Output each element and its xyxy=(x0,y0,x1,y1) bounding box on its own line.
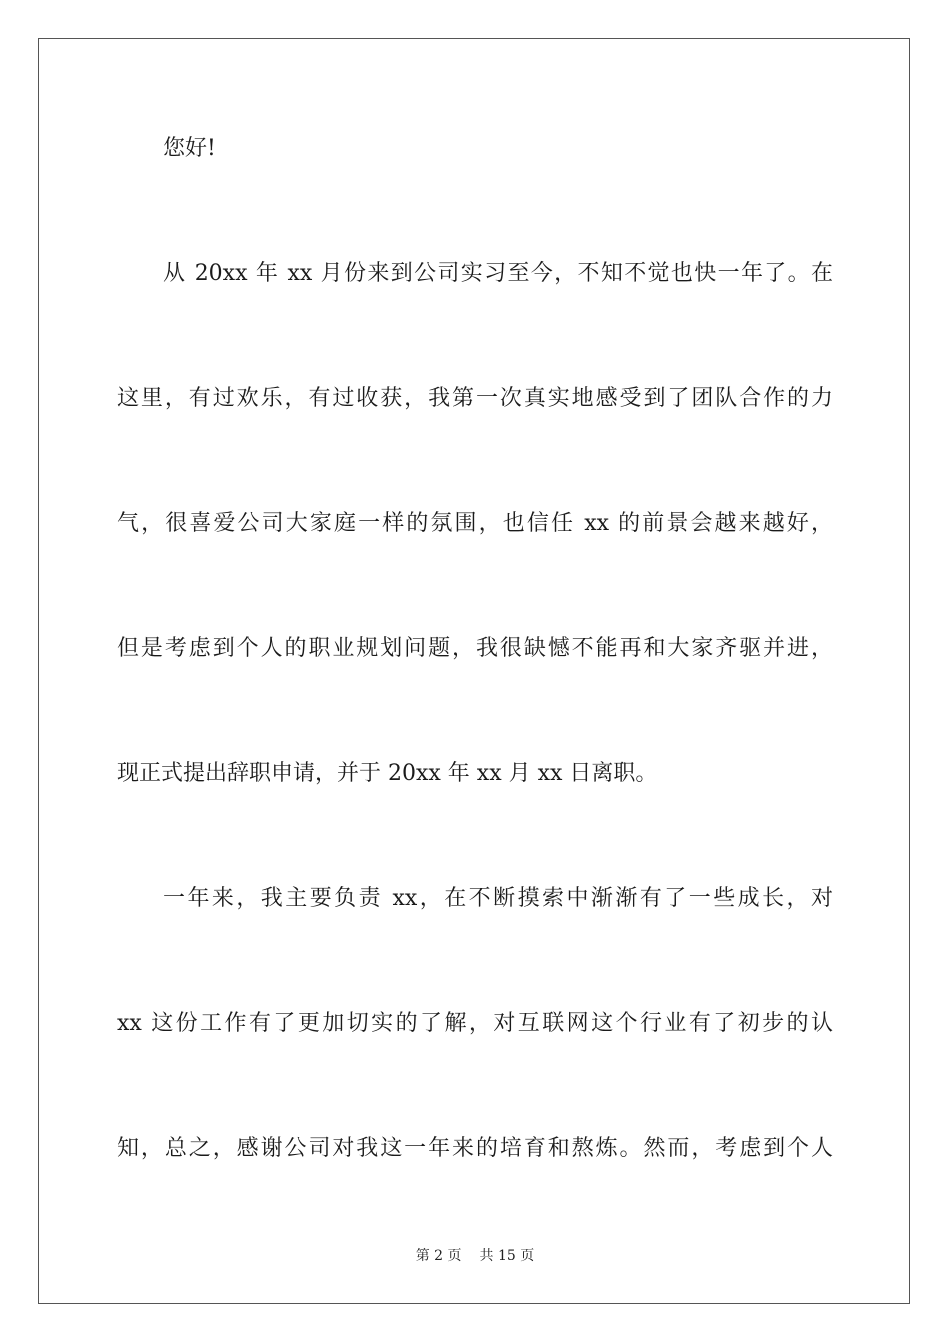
body-line-1: 从 20xx 年 xx 月份来到公司实习至今，不知不觉也快一年了。在 xyxy=(163,261,833,286)
body-line-6: 一年来，我主要负责 xx，在不断摸索中渐渐有了一些成长，对 xyxy=(163,886,833,911)
body-line-2: 这里，有过欢乐，有过收获，我第一次真实地感受到了团队合作的力 xyxy=(117,386,833,411)
page-number-total: 共 15 页 xyxy=(479,1248,535,1264)
body-line-8: 知，总之，感谢公司对我这一年来的培育和熬炼。然而，考虑到个人 xyxy=(117,1136,833,1161)
body-line-7: xx 这份工作有了更加切实的了解，对互联网这个行业有了初步的认 xyxy=(117,1011,833,1036)
body-line-4: 但是考虑到个人的职业规划问题，我很缺憾不能再和大家齐驱并进， xyxy=(117,636,833,661)
page-number-current: 第 2 页 xyxy=(415,1248,462,1264)
page-frame xyxy=(38,38,910,1304)
body-line-5: 现正式提出辞职申请，并于 20xx 年 xx 月 xx 日离职。 xyxy=(117,761,658,786)
page-footer xyxy=(0,1246,950,1266)
greeting-line: 您好! xyxy=(163,136,216,161)
body-line-3: 气，很喜爱公司大家庭一样的氛围，也信任 xx 的前景会越来越好， xyxy=(117,511,833,536)
